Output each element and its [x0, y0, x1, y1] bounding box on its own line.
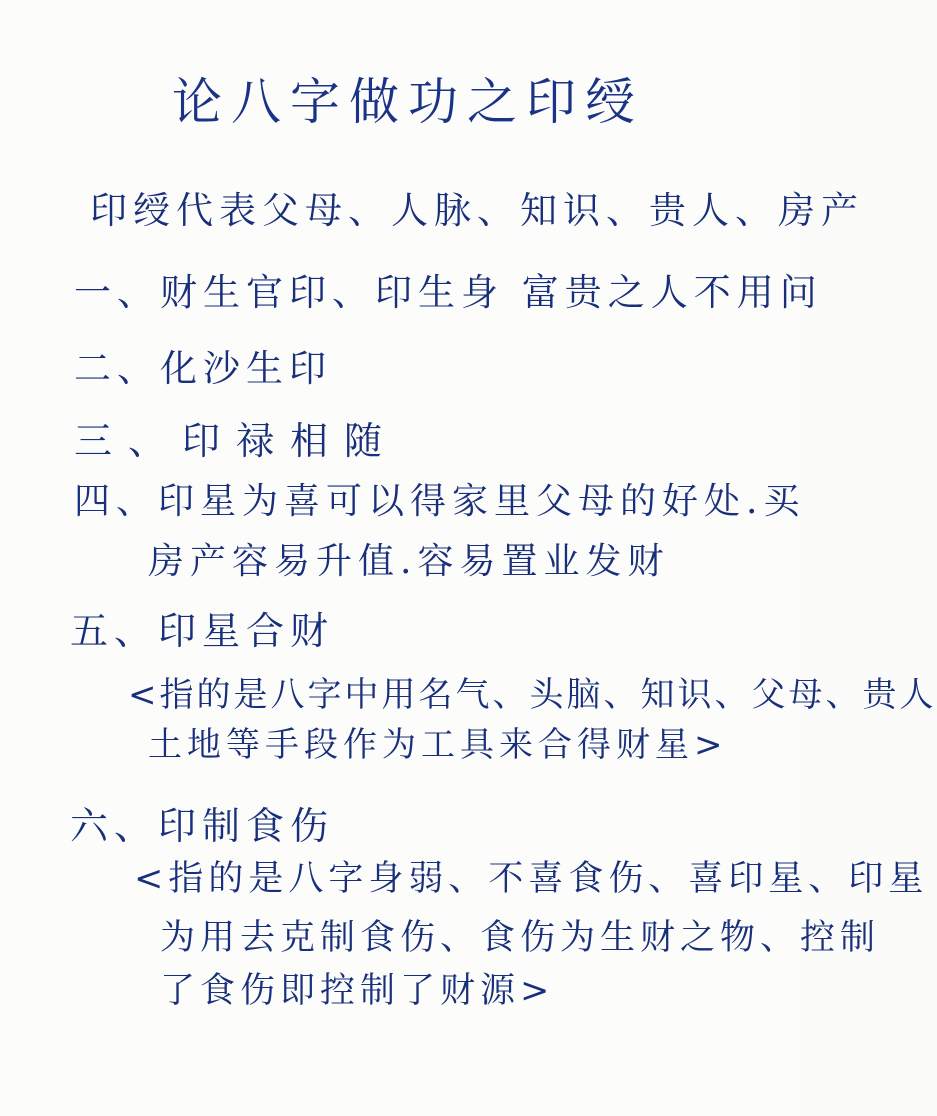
list-item-1: 一、财生官印、印生身 富贵之人不用问 — [74, 271, 823, 314]
list-item-6-note-line-1: <指的是八字身弱、不喜食伤、喜印星、印星 — [134, 859, 929, 899]
list-item-4: 四、印星为喜可以得家里父母的好处.买 — [74, 481, 806, 522]
subtitle: 印绶代表父母、人脉、知识、贵人、房产 — [90, 189, 864, 232]
list-item-5-note-line-1: <指的是八字中用名气、头脑、知识、父母、贵人 — [128, 675, 937, 715]
list-item-3: 三、印禄相随 — [74, 419, 399, 463]
list-item-6: 六、印制食伤 — [70, 804, 335, 848]
page-title: 论八字做功之印绶 — [172, 73, 644, 131]
list-item-5: 五、印星合财 — [70, 609, 335, 653]
list-item-4-continuation: 房产容易升值.容易置业发财 — [148, 541, 670, 582]
list-item-2: 二、化沙生印 — [74, 347, 332, 390]
list-item-6-note-line-3: 了食伤即控制了财源> — [160, 971, 555, 1011]
list-item-5-note-line-2: 土地等手段作为工具来合得财星> — [148, 725, 728, 765]
list-item-6-note-line-2: 为用去克制食伤、食伤为生财之物、控制 — [160, 918, 881, 958]
